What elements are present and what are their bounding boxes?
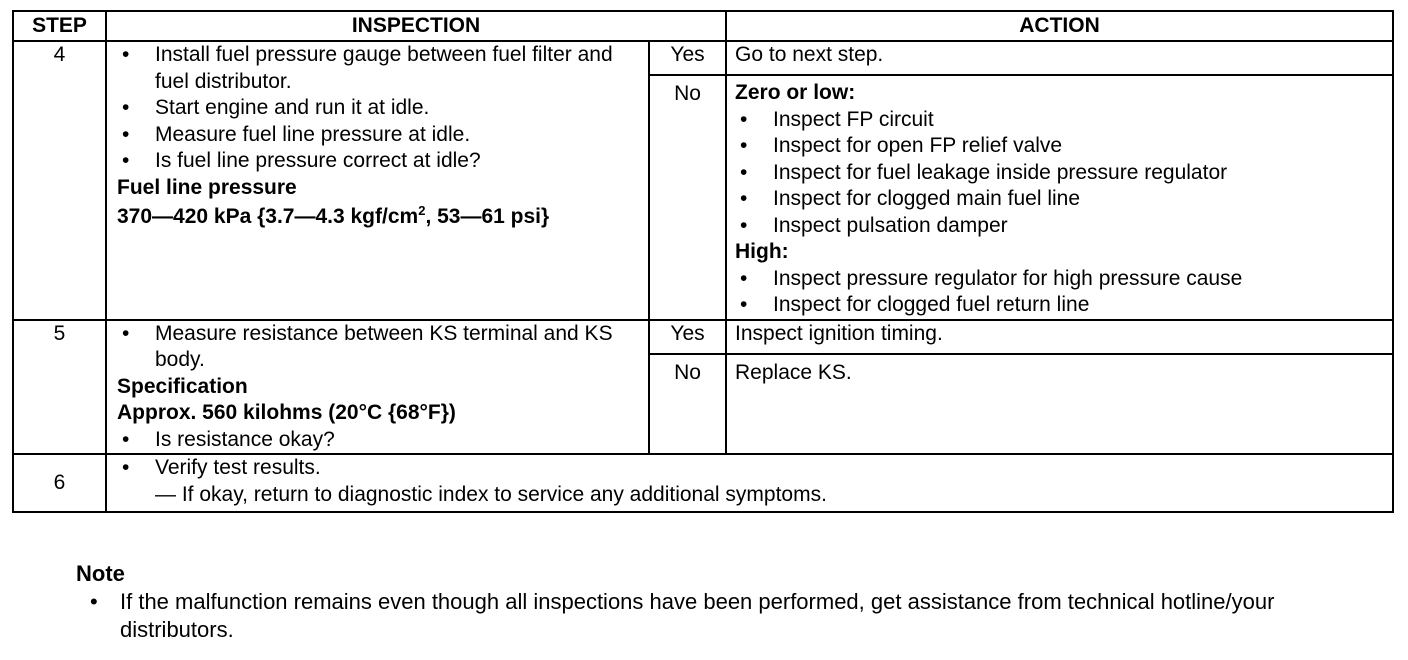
inspection-list [117, 42, 640, 175]
list-item: • Inspect for fuel leakage inside pressure regulator [735, 160, 1384, 187]
note-title: Note [76, 561, 125, 586]
no-heading-high: High: [735, 240, 789, 263]
spec-value [117, 204, 640, 231]
list-item: • Inspect for clogged fuel return line [735, 292, 1384, 319]
spec-value-part: 370—420 kPa {3.7—4.3 kgf/cm [117, 205, 419, 228]
no-action: Replace KS. [726, 354, 1393, 455]
list-item: • Verify test results. [117, 455, 1384, 482]
yes-label: Yes [649, 41, 726, 75]
list-item: • Inspect FP circuit [735, 107, 1384, 134]
yes-label: Yes [649, 320, 726, 354]
list-item: • Is resistance okay? [117, 427, 640, 454]
low-actions-list [735, 107, 1384, 240]
spec-superscript: 2 [418, 203, 426, 218]
list-item: • Measure resistance between KS terminal and KS body. [117, 321, 640, 374]
no-action [726, 75, 1393, 320]
header-inspection: INSPECTION [106, 11, 726, 41]
spec-value: Approx. 560 kilohms (20°C {68°F}) [117, 401, 456, 424]
no-label: No [649, 354, 726, 455]
spec-value-part: , 53—61 psi} [425, 205, 550, 228]
list-item: • Inspect pulsation damper [735, 213, 1384, 240]
step-6-inspection [106, 454, 1393, 512]
list-item: • Measure fuel line pressure at idle. [117, 122, 640, 149]
list-item: • Inspect pressure regulator for high pressure cause [735, 266, 1384, 293]
step-number: 4 [13, 41, 106, 320]
spec-title: Fuel line pressure [117, 175, 297, 199]
list-item: • Inspect for open FP relief valve [735, 133, 1384, 160]
header-action: ACTION [726, 11, 1393, 41]
spec-title: Specification [117, 374, 248, 398]
step-5-inspection [106, 320, 649, 455]
list-item: • Install fuel pressure gauge between fuel filter and fuel distributor. [117, 42, 640, 95]
inspection-list [117, 427, 640, 454]
step-4-yes-row [13, 41, 1393, 75]
note-list [76, 588, 1376, 644]
header-row [13, 11, 1393, 41]
yes-action: Inspect ignition timing. [726, 320, 1393, 354]
step-4-inspection [106, 41, 649, 320]
yes-action: Go to next step. [726, 41, 1393, 75]
inspection-list [117, 455, 1384, 482]
header-step: STEP [13, 11, 106, 41]
step-number: 5 [13, 320, 106, 455]
note-section [76, 560, 1376, 644]
list-item: • Is fuel line pressure correct at idle? [117, 148, 640, 175]
step-5-yes-row [13, 320, 1393, 354]
no-heading-low: Zero or low: [735, 81, 856, 104]
inspection-list [117, 321, 640, 374]
list-item: • Start engine and run it at idle. [117, 95, 640, 122]
high-actions-list [735, 266, 1384, 319]
step-6-row [13, 454, 1393, 512]
no-label: No [649, 75, 726, 320]
sub-item: — If okay, return to diagnostic index to service any additional symptoms. [155, 482, 827, 506]
list-item: • Inspect for clogged main fuel line [735, 186, 1384, 213]
list-item: • If the malfunction remains even though all inspections have been performed, get assistance from technical hotline/your distributors. [76, 588, 1376, 644]
diagnostic-table [12, 10, 1394, 513]
step-number: 6 [13, 454, 106, 512]
